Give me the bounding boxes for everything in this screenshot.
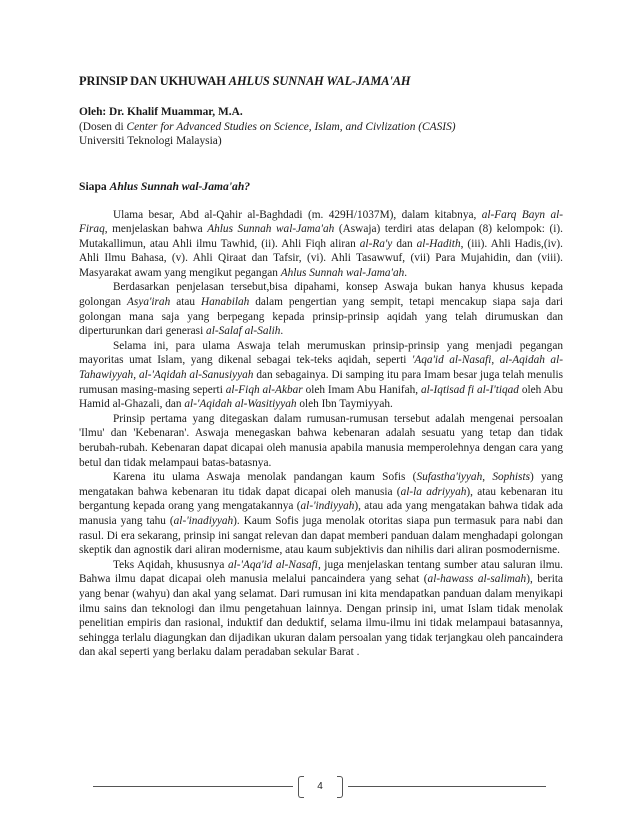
text-run: ) yang mengatakan bahwa kebenaran itu tidak dapat dicapai oleh manusia (	[79, 471, 563, 498]
italic-term: Asya'irah	[127, 296, 171, 309]
page-number: 4	[317, 781, 323, 792]
italic-term: al-'Aqidah al-Sanusiyyah	[138, 369, 254, 382]
text-run: Berdasarkan penjelasan tersebut,bisa dipahami, konsep Aswaja bukan hanya khusus kepada golongan	[79, 281, 563, 309]
paragraph	[79, 208, 563, 281]
document-title: PRINSIP DAN UKHUWAH AHLUS SUNNAH WAL-JAMA'AH	[79, 74, 411, 88]
text-run: Selama ini, para ulama Aswaja telah merumuskan prinsip-prinsip yang menjadi pegangan mayoritas umat Islam, yang dikenal sebagai tek-teks aqidah, seperti	[79, 339, 563, 367]
text-run: dan sebagainya. Di samping itu para Imam besar juga telah menulis rumusan masing-masing seperti	[79, 369, 563, 396]
italic-term: al-Iqtisad fi al-I'tiqad	[420, 383, 519, 396]
italic-term: al-Aqidah al-Tahawiyyah	[79, 354, 563, 382]
author-block	[79, 105, 563, 149]
text-run: ), atau ada yang mengatakan bahwa tidak ada manusia yang tahu (	[79, 500, 563, 527]
italic-term: Sufastha'iyyah	[416, 471, 483, 484]
italic-term: al-Ra'y	[359, 237, 393, 250]
italic-term: Ahlus Sunnah wal-Jama'ah	[280, 266, 405, 279]
text-run: atau	[170, 296, 201, 309]
author-university: Universiti Teknologi Malaysia)	[79, 135, 222, 147]
paragraph	[79, 558, 563, 660]
footer-rule-left	[93, 786, 293, 787]
text-run: .	[404, 266, 408, 279]
paragraph	[79, 412, 563, 470]
text-run: (Aswaja) terdiri atas delapan (8) kelompok: (i). Mutakallimun, atau Ahli ilmu Tawhid, (ii). Ahli Fiqh aliran	[79, 223, 563, 250]
text-run: oleh Abu Hamid al-Ghazali, dan	[79, 383, 564, 411]
author-affiliation: (Dosen di Center for Advanced Studies on Science, Islam, and Civlization (CASIS)	[79, 120, 456, 133]
text-run: ). Kaum Sofis juga menolak otoritas siapa pun termasuk para nabi dan rasul. Di era sekarang, prinsip ini sangat relevan dan dapat memberi panduan dalam menghadapi golongan skeptik dan agnostik dari aliran modernisme, atau kaum subjektivis dan nihilis dari aliran posmodernisme.	[79, 514, 563, 557]
text-run: ,	[482, 471, 493, 484]
text-run: dalam pengertian yang sempit, tetapi mencakup siapa saja dari golongan mana saja yang berpegang kepada prinsip-prinsip aqidah yang telah dirumuskan dan diperturunkan dari generasi	[79, 296, 563, 338]
text-run: Teks Aqidah, khususnya	[113, 558, 228, 571]
text-run: Prinsip pertama yang ditegaskan dalam rumusan-rumusan tersebut adalah mengenai persoalan 'Ilmu' dan 'Kebenaran'. Aswaja menegaskan bahwa kebenaran adalah sesuatu yang tetap dan tidak berubah-rubah. Kebenaran dapat dicapai oleh manusia apabila manusia memperolehnya dengan cara yang betul dan tidak melampaui batas-batasnya.	[79, 412, 563, 469]
italic-term: al-Fiqh al-Akbar	[225, 383, 303, 396]
italic-term: al-hawass al-salimah	[427, 573, 527, 586]
text-run: oleh Imam Abu Hanifah,	[302, 383, 421, 396]
italic-term: al-'inadiyyah	[173, 514, 234, 527]
text-run: .	[280, 325, 284, 338]
text-run: ), berita yang benar (wahyu) dan akal yang selamat. Dari rumusan ini kita mendapatkan panduan dalam menyikapi ilmu sains dan teknologi dan ilmu pengetahuan lainnya. Dengan prinsip ini, umat Islam tidak menolak penelitian empiris dan rasional, induktif dan deduktif, selama ilmu-ilmu ini tidak melampaui batasannya, sehingga terlalu diagungkan dan dijadikan ukuran dalam persoalan yang tidak terjangkau oleh pancaindera dan akal seperti yang berlaku dalam peradaban sekular Barat .	[79, 573, 563, 659]
italic-term: al-'indiyyah	[300, 500, 355, 513]
italic-term: al-la adriyyah	[400, 485, 467, 498]
italic-term: 'Aqa'id al-Nasafi	[411, 354, 492, 367]
text-run: , menjelaskan bahwa	[104, 223, 208, 236]
text-run: ,	[491, 354, 500, 367]
italic-term: Sophists	[492, 471, 530, 484]
text-run: ,	[133, 369, 139, 382]
section-heading: Siapa Ahlus Sunnah wal-Jama'ah?	[79, 179, 251, 193]
italic-term: al-Salaf al-Salih	[206, 325, 281, 338]
italic-term: al-'Aqa'id al-Nasafi	[227, 558, 318, 571]
italic-term: al-'Aqidah al-Wasitiyyah	[184, 398, 297, 411]
text-run: dan	[392, 237, 417, 250]
italic-term: Hanabilah	[200, 296, 250, 309]
text-run: Karena itu ulama Aswaja menolak pandangan kaum Sofis (	[113, 471, 417, 484]
text-run: Ulama besar, Abd al-Qahir al-Baghdadi (m. 429H/1037M), dalam kitabnya,	[113, 208, 482, 221]
italic-term: al-Farq Bayn al-Firaq	[79, 208, 563, 236]
paragraph	[79, 339, 563, 412]
footer-rule-right	[348, 786, 546, 787]
author-name: Oleh: Dr. Khalif Muammar, M.A.	[79, 106, 243, 118]
italic-term: Ahlus Sunnah wal-Jama'ah	[207, 223, 335, 236]
body-text	[79, 208, 563, 660]
text-run: oleh Ibn Taymiyyah.	[296, 398, 393, 411]
text-run: ), atau kebenaran itu bergantung kepada orang yang mengatakannya (	[79, 485, 563, 513]
paragraph	[79, 470, 563, 558]
paragraph	[79, 280, 563, 338]
italic-term: al-Hadith	[416, 237, 461, 250]
text-run: , (iii). Ahli Hadis,(iv). Ahli Ilmu Bahasa, (v). Ahli Qiraat dan Tafsir, (vi). Ahli Tasawwuf, (vii) Para Mujahidin, dan (viii). Masyarakat awam yang mengikut pegangan	[79, 237, 563, 279]
text-run: , juga menjelaskan tentang sumber atau saluran ilmu. Bahwa ilmu dapat dicapai oleh manusia melalui pancaindera yang sehat (	[79, 558, 563, 586]
document-page	[79, 73, 563, 660]
